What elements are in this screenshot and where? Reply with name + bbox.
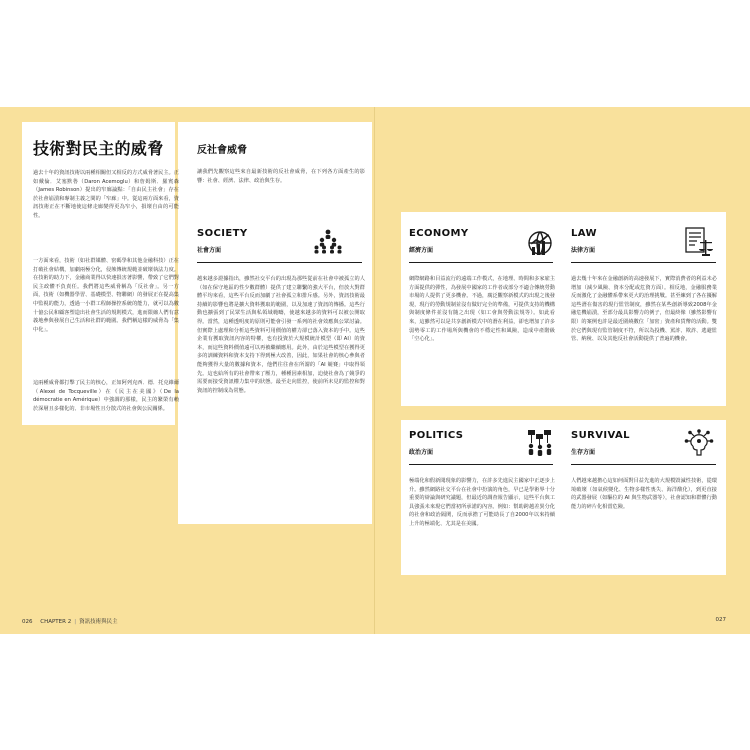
protest-icon [525,428,555,458]
section-politics-title: POLITICS [409,430,464,441]
section-survival-rule [571,464,716,465]
section-economy-body: 網際網路和目益流行的遠端工作模式，在地理、時間和多家雇主方面提供的彈性，為發展中國家的工作者或部分不適合傳統勞動市場的人提供了更多機會。不過，廣泛觀察新模式的出現之後發現，現行的勞動規制並沒有做好完全的準備，可提供支持的機構與制度條件並沒有隨之出現（如工會與勞動法規等）。如此看來，這雖然可以是共享創新模式中的潛在利益，卻也增加了許多弱勢零工的工作場所與機會的不穩定性和風險，造成中產階級「空心化」。 [409,276,555,343]
section-society-title: SOCIETY [197,228,248,239]
intro-paragraph-3: 這兩種威脅都打擊了民主的核心，正如阿列克西．德．托克維爾（Alexei de Tocqueville）在《民主在美國》（De la démocratie en Amérique）中強調的那樣，民主的繁榮有賴於深層且多樣化的、非市場性且分散式的社會與公民關係。 [33,380,179,412]
section-society-subtitle: 社會方面 [197,247,222,254]
page-gutter [374,107,375,634]
section-law-rule [571,262,716,263]
section-survival-body: 人們越來越擔心這如何面對目益先進的大規模毀滅性技術，從環境破壞（如氣候變化、生物多樣性喪失、海洋酸化），到更直接的武器發展（如驅位的 AI 與生物武器等），社會認知和群體行動能力的碎片化相當危險。 [571,478,717,510]
chapter-label: CHAPTER 2 [40,619,72,625]
intro-paragraph-2: 一方面來看，技術（如社群媒體、密碼學和其他金融科技）正在打破社會結構，加劇兩極分化，侵蝕傳統規範並破壞執法力度。在技術的助力下，金融商業得以快速損害著影響，帶致了它們對民主政體不負責任。我們將這些威脅稱為「反社會」。另一方面，技術（如機器學習、基礎模型、物聯網）的發展正在提高集中監視的能力，透過一小群工程師操控系統的能力，就可以為數十億公民和顧客塑造出社會生活的規則模式，進而限縮人們有意義地參與發展自己生活和社群的範圍。我們稱這樣的威脅為「集中化」。 [33,258,179,333]
section-economy-title: ECONOMY [409,228,469,239]
section-politics-body: 極端化和假新聞現象的影響力，在許多先進民主國家中正逐步上升。雖然網路社交平台在社會中扮演的角色，早已是學術界十分重要的辯論與研究議題，但最近的調查報告顯示，這些平台與工具強張未來現它們當初所承諾的內容。例如：幫助跨越差異分化的社會和政治隔閡，反而承擔了可能助長了自2000年以來持續上升的極端化、尤其是在美國。 [409,478,555,527]
section-economy-subtitle: 經濟方面 [409,247,434,254]
section-survival-title: SURVIVAL [571,430,630,441]
document-scales-icon [684,226,714,258]
section-society-rule [197,262,362,263]
section-politics-subtitle: 政治方面 [409,449,434,456]
section-politics [409,430,509,456]
right-page-number: 027 [715,617,726,623]
section-economy [409,228,509,254]
footer-left: 026 CHAPTER 2 | 資訊技術與民主 [22,619,118,625]
section-survival-subtitle: 生存方面 [571,449,596,456]
section-politics-rule [409,464,553,465]
left-page-number: 026 [22,619,33,625]
page-title: 技術對民主的威脅 [33,139,164,158]
globe-chart-icon [525,228,555,258]
section-law-subtitle: 法律方面 [571,247,596,254]
section-survival [571,430,671,456]
section-economy-rule [409,262,553,263]
section-law-title: LAW [571,228,597,239]
section-society-body: 越來越多證據指出，雖然社交平台的出現為那些從前在社會中被孤立的人（如在保守地區的性少數群體）提供了建立聯繫的強大平台，但放大對群體平均來看，這些平台反而加劇了社會孤立和排斥感。另外，資訊技術最持續的影響也將是擴大資料獲取的範圍，以及加速了資訊的傳播。這些行動也擴張到了民眾生活與私領域範疇，使越來越多的資料可以被公開取得。當然，這種透明度的原則可能會引發一系列的社會效應與公眾討論。但實際上處理和分析這些資料可用價值的權力卻已落入資本的手中。這些企業有獲取資訊內容的特權，也有投資於大規模統計模型（即 AI）的資本，而這些資料價值遠可以再被繼續應用。此外，由於這些模型在獲得更多的訓練資料和資本支持下得到極大改善，因此，如果社會的核心參與者能夠獲得大量的數據和資本，他們往往會在所謂的「AI 競賽」中取得領先。這也給所有的社會帶來了壓力，種種因素相加，迫使社會為了競爭的需要而接受資訊權力集中的狀態。最至走向監控，使前所未見的監控和對資訊的控制成為常態。 [197,276,365,394]
antisocial-intro: 讓我們先觀察這些來自最新技術的反社會威脅，在下列各方面產生的影響：社會、經濟、法律、政治與生存。 [197,169,365,184]
section-law-body: 過去幾十年來在金融創新的高速發展下，實際消費者的利益未必增加（減少風險、資本分配或危資方面）。相反地，金融服務業反而激化了金融體系帶來更大的治理挑戰。甚至練到了各在擾解這些潛在傷害的現行監管制度，雖然在某些創新導致2008年金融危機崩潰，至部分最具影響力的例子，但最終像（雖然影響有限）的案例也許是最近圍繞數位「加密」資產和貨幣的活動。雙於它們與現有監管制度不符，所以為投機、罵詐、欺詐、逃避監管、納稅、以及其他反社會活動提供了普遍的機會。 [571,276,717,343]
chapter-title: 資訊技術與民主 [79,619,118,625]
intro-paragraph-1: 過去十年的資訊技術以兩種相關但又相反的方式威脅著民主。正如戴倫．艾塞默魯（Daron Acemoglu）和詹姆斯．羅賓森（James Robinson）提出的窄廊論點：「自由民主社會」存在於社會崩潰和專制主義之間的「窄廊」中。從這兩方面來看，資訊技術正在不斷地使這條走廊變得更為窄小，損壞自由的可能性。 [33,170,179,219]
brain-network-icon [684,428,714,458]
section-law [571,228,671,254]
crowd-icon [313,228,343,256]
antisocial-heading: 反社會威脅 [197,145,247,156]
